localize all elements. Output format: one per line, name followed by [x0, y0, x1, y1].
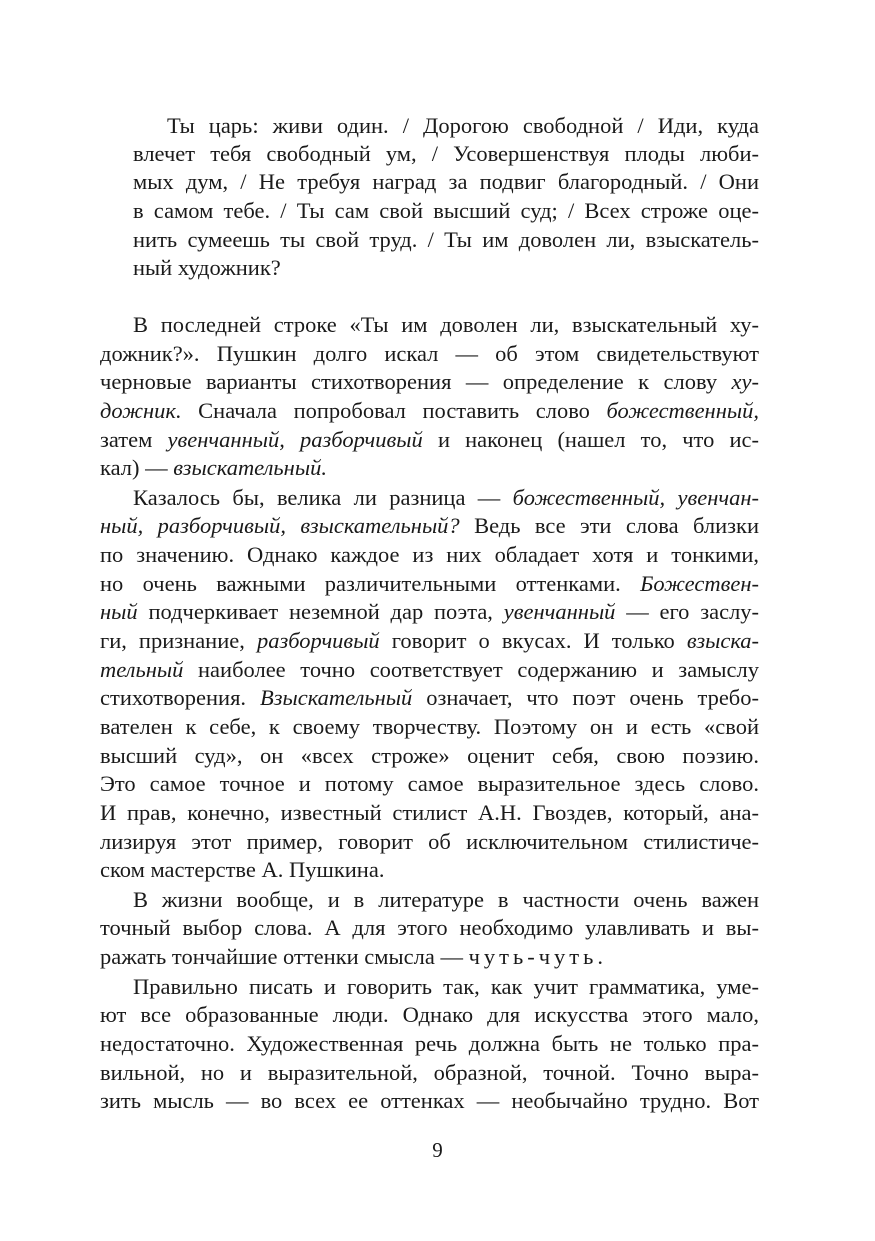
body-line: ный, разборчивый, взыскательный? Ведь все эти слова близки — [100, 513, 759, 538]
body-line: Правильно писать и говорить так, как учит грамматика, уме- — [133, 974, 759, 999]
quote-line: нить сумеешь ты свой труд. / Ты им доволен ли, взыскатель- — [133, 227, 759, 252]
quote-line: ный художник? — [133, 255, 281, 280]
body-line: зить мысль — во всех ее оттенках — необычайно трудно. Вот — [100, 1088, 759, 1113]
body-line: затем увенчанный, разборчивый и наконец (нашел то, что ис- — [100, 427, 760, 452]
body-line: стихотворения. Взыскательный означает, что поэт очень требо- — [100, 685, 760, 710]
body-line: по значению. Однако каждое из них обладает хотя и тонкими, — [100, 542, 759, 567]
body-line: но очень важными различительными оттенками. Божествен- — [100, 571, 759, 596]
body-line: ют все образованные люди. Однако для искусства этого мало, — [100, 1002, 759, 1027]
spaced-emphasis: чуть-чуть. — [468, 944, 608, 969]
body-line: ги, признание, разборчивый говорит о вкусах. И только взыска- — [100, 628, 760, 653]
quote-line: Ты царь: живи один. / Дорогою свободной / Иди, куда — [167, 113, 759, 138]
body-line: вателен к себе, к своему творчеству. Поэтому он и есть «свой — [100, 714, 759, 739]
body-line: вильной, но и выразительной, образной, точной. Точно выра- — [100, 1060, 759, 1085]
body-line: ском мастерстве А. Пушкина. — [100, 857, 385, 882]
quote-line: мых дум, / Не требуя наград за подвиг благородный. / Они — [133, 169, 759, 194]
body-line: В последней строке «Ты им доволен ли, взыскательный ху- — [133, 312, 759, 337]
body-line: ный подчеркивает неземной дар поэта, увенчанный — его заслу- — [100, 599, 760, 624]
body-line: черновые варианты стихотворения — определение к слову ху- — [100, 369, 760, 394]
body-line: недостаточно. Художественная речь должна быть не только пра- — [100, 1031, 759, 1056]
body-line: И прав, конечно, известный стилист А.Н. Гвоздев, который, ана- — [100, 800, 759, 825]
quote-line: в самом тебе. / Ты сам свой высший суд; / Всех строже оце- — [133, 198, 759, 223]
body-line: дожник?». Пушкин долго искал — об этом свидетельствуют — [100, 341, 759, 366]
body-line: Казалось бы, велика ли разница — божественный, увенчан- — [133, 485, 760, 510]
body-line: В жизни вообще, и в литературе в частности очень важен — [133, 887, 759, 912]
body-line: точный выбор слова. А для этого необходимо улавливать и вы- — [100, 915, 759, 940]
quote-line: влечет тебя свободный ум, / Усовершенствуя плоды люби- — [133, 141, 759, 166]
body-line: кал) — взыскательный. — [100, 455, 327, 480]
body-line: высший суд», он «всех строже» оценит себя, свою поэзию. — [100, 743, 759, 768]
body-line: лизируя этот пример, говорит об исключительном стилистиче- — [100, 829, 759, 854]
page-number: 9 — [432, 1138, 443, 1162]
body-line: тельный наиболее точно соответствует содержанию и замыслу — [100, 657, 760, 682]
body-line: дожник. Сначала попробовал поставить слово божественный, — [100, 398, 759, 423]
body-line: ражать тончайшие оттенки смысла — чуть-чуть. — [100, 944, 608, 969]
body-line: Это самое точное и потому самое выразительное здесь слово. — [100, 771, 759, 796]
